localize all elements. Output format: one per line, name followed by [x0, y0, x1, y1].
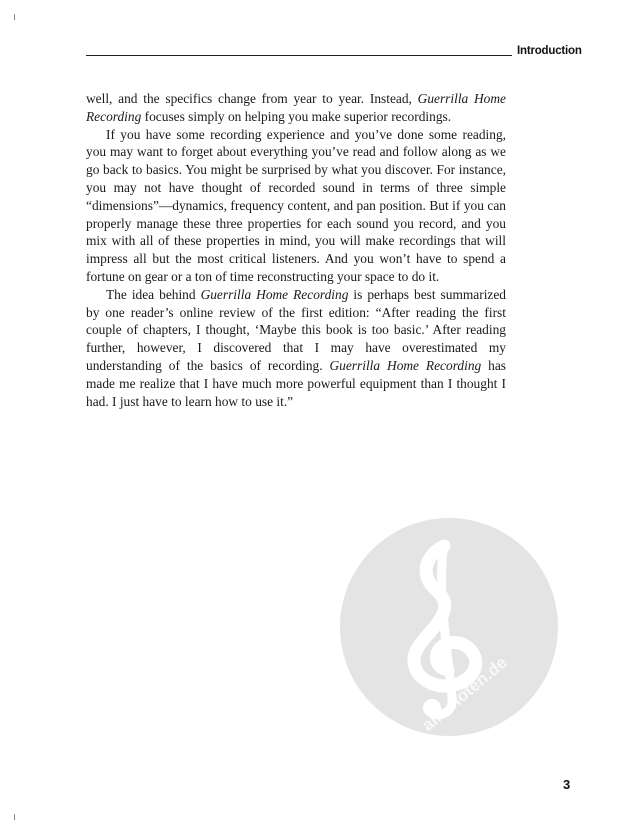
book-title-italic: Guerrilla Home Recording: [329, 357, 482, 373]
watermark-logo: [340, 518, 558, 736]
page-number: 3: [563, 777, 571, 792]
body-text: [86, 90, 506, 410]
text-run: has made me realize that I have much more powerful equipment than I thought I had. I just have to learn how to use it.”: [86, 357, 506, 409]
text-run: well, and the specifics change from year to year. Instead,: [86, 91, 418, 106]
text-run: is perhaps best summarized by one reader’s online review of the first edition: “After reading the first couple of chapters, I thought, ‘Maybe this book is too basic.’ After reading further, however, I discovered that I may have overestimated my understanding of the basics of recording.: [86, 286, 507, 373]
text-run: If you have some recording experience and you’ve done some reading, you may want to forget about everything you’ve read and follow along as we go back to basics. You might be surprised by what you discover. For instance, you may not have thought of recorded sound in terms of three simple “dimensions”—dynamics, frequency content, and pan position. But if you can properly manage these three properties for each sound you record, and you mix with all of these properties in mind, you will make recordings that will impress all but the most critical listeners. And you won’t have to spend a fortune on gear or a ton of time reconstructing your space to do it.: [86, 126, 506, 284]
crop-mark: [14, 814, 15, 820]
text-run: focuses simply on helping you make superior recordings.: [141, 108, 452, 124]
book-title-italic: Guerrilla Home Recording: [200, 286, 349, 302]
header-rule: [86, 55, 512, 56]
paragraph: [86, 286, 506, 411]
running-header-title: Introduction: [517, 45, 582, 57]
book-title-italic: Guerrilla Home Recording: [86, 91, 506, 124]
paragraph: [86, 90, 506, 126]
paragraph: [86, 126, 506, 286]
text-run: The idea behind: [106, 286, 201, 302]
crop-mark: [14, 14, 15, 20]
watermark-text: alle-noten.de: [418, 652, 511, 735]
